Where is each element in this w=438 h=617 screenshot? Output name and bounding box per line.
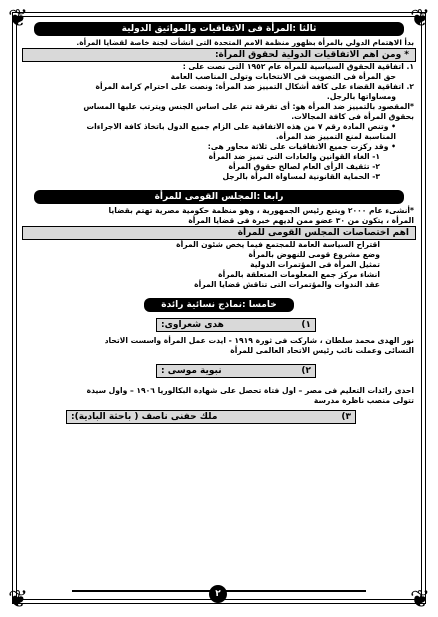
council-duty-4: انشاء مركز جمع المعلومات المتعلقة بالمرأة xyxy=(218,270,380,279)
council-duty-5: عقد الندوات والمؤتمرات التى تناقش قضايا المرأة xyxy=(194,280,380,289)
pioneer-1-bio-cont: النسائى وعملت نائب رئيس الاتحاد العالمى للمرأة xyxy=(230,346,414,355)
section-five-title: خامسا :نماذج نسائية رائدة xyxy=(144,298,294,312)
three-axes-intro: • وقد ركزت جميع الاتفاقيات على ثلاثة محاور هى: xyxy=(22,142,416,152)
ornament-bottom-left-icon: ❦ xyxy=(7,585,29,613)
ornament-bottom-right-icon: ❦ xyxy=(409,585,431,613)
ornament-top-right-icon: ❦ xyxy=(409,4,431,32)
ornament-top-left-icon: ❦ xyxy=(7,4,29,32)
pioneer-1-name: هدى شعراوى: xyxy=(161,320,224,330)
discrimination-definition: *المقصود بالتمييز ضد المرأة هو: أى تفرقة تتم على اساس الجنس ويترتب عليها المساس xyxy=(83,102,414,111)
pioneer-2-bio: احدى رائدات التعليم فى مصر – اول فتاة تحصل على شهادة البكالوريا ١٩٠٦ – واول سيدة xyxy=(86,386,414,395)
section-three-title: ثالثا :المرأة فى الاتفاقيات والمواثيق الدولية xyxy=(34,22,404,36)
section-four-title: رابعا :المجلس القومى للمرأة xyxy=(34,190,404,204)
axis-item-2: ٢- تثقيف الرأى العام لصالح حقوق المرأة xyxy=(228,162,380,171)
pioneer-2-name: نبوية موسى : xyxy=(161,366,222,376)
pioneer-1-bio: نور الهدى محمد سلطان ، شاركت فى ثورة ١٩١٩ - ايدت عمل المرأة واسست الاتحاد xyxy=(104,336,414,345)
pioneer-3-heading xyxy=(66,410,356,424)
council-duty-1: اقتراح السياسة العامة للمجتمع فيما يخص شئون المرأة xyxy=(176,240,380,249)
section-four-intro: *أنشىء عام ٢٠٠٠ ويتبع رئيس الجمهورية ، وهو منظمة حكومية مصرية تهتم بقضايا xyxy=(108,206,414,215)
section-three-intro: بدأ الاهتمام الدولي بالمرأة بظهور منظمة الامم المتحدة التى انشأت لجنة خاصة لقضايا المرأة. xyxy=(76,38,414,47)
council-duty-2: وضع مشروع قومى للنهوض بالمرأة xyxy=(248,250,380,259)
axis-item-3: ٣- الحماية القانونية لمساواة المرأة بالرجل xyxy=(222,172,380,181)
content-area xyxy=(22,22,416,592)
council-duty-3: تمثيل المرأة فى المؤتمرات الدولية xyxy=(250,260,380,269)
pioneer-1-number: ١) xyxy=(301,320,311,330)
section-three-subheading: * ومن اهم الاتفاقيات الدولية لحقوق المرأة: xyxy=(22,48,416,62)
pioneer-2-number: ٢) xyxy=(301,366,311,376)
agreement-item-2: ٢. اتفاقية القضاء على كافة أشكال التمييز ضد المرأة: ونصت على احترام كرامة المرأة xyxy=(95,82,414,91)
agreement-item-1: ١. اتفاقية الحقوق السياسية للمرأة عام ١٩٥٢ التى نصت على : xyxy=(182,62,414,71)
pioneer-2-bio-cont: تتولى منصب ناظرة مدرسة xyxy=(313,396,414,405)
page-number: ٢ xyxy=(209,585,227,603)
pioneer-3-name: ملك حفنى ناصف ( باحثة البادية): xyxy=(71,412,218,422)
article-seven-note-cont: المناسبة لمنع التمييز ضد المرأة. xyxy=(275,132,396,141)
agreement-item-1-detail: حق المرأة فى التصويت فى الانتخابات وتولى المناصب العامة xyxy=(170,72,396,81)
article-seven-note: • وتنص المادة رقم ٧ من هذه الاتفاقية على الزام جميع الدول باتخاذ كافة الاجراءات xyxy=(22,122,416,132)
pioneer-2-heading xyxy=(156,364,316,378)
discrimination-definition-cont: بحقوق المرأة فى كافة المجالات. xyxy=(291,112,414,121)
pioneer-1-heading xyxy=(156,318,316,332)
axis-item-1: ١- الغاء القوانين والعادات التى تميز ضد المرأة xyxy=(208,152,380,161)
section-four-intro-cont: المرأة ، يتكون من ٣٠ عضو ممن لديهم خبرة فى قضايا المرأة xyxy=(188,216,414,225)
section-four-subheading: اهم اختصاصات المجلس القومى للمرأة xyxy=(22,226,416,240)
pioneer-3-number: ٣) xyxy=(341,412,351,422)
agreement-item-2-detail: ومساواتها بالرجل. xyxy=(326,92,396,101)
